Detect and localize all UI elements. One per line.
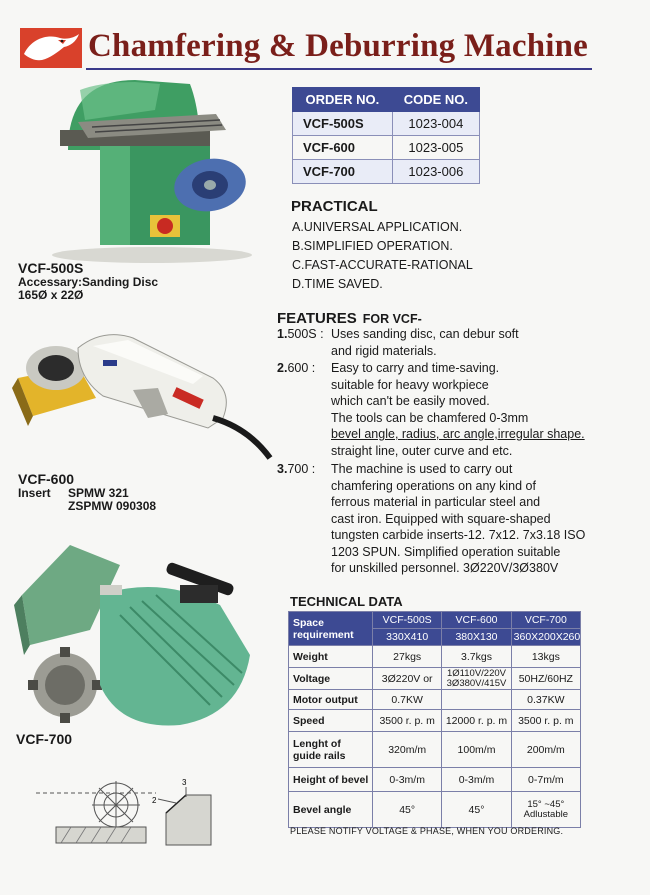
table-cell: 50HZ/60HZ	[511, 668, 580, 690]
table-row	[289, 646, 581, 668]
vcf-500s-caption	[18, 262, 158, 303]
table-row	[289, 768, 581, 792]
table-cell: 15° ~45° Adlustable	[511, 792, 580, 828]
table-cell: 3500 r. p. m	[511, 710, 580, 732]
table-cell: 12000 r. p. m	[442, 710, 511, 732]
feature-text: Uses sanding disc, can debur soft and rigid materials.	[331, 327, 519, 358]
row-label: Speed	[289, 710, 373, 732]
row-label: Motor output	[289, 690, 373, 710]
insert-code-2: ZSPMW 090308	[68, 499, 157, 513]
feature-number: 3.700 :	[277, 462, 316, 476]
table-cell: 3.7kgs	[442, 646, 511, 668]
row-label: Lenght of guide rails	[289, 732, 373, 768]
table-row	[293, 136, 480, 160]
technical-data-table	[288, 611, 581, 828]
table-cell: 0-7m/m	[511, 768, 580, 792]
page-title: Chamfering & Deburring Machine	[88, 28, 589, 64]
table-cell: 0-3m/m	[442, 768, 511, 792]
order-no-cell: VCF-500S	[293, 112, 393, 136]
table-cell: 0.7KW	[373, 690, 442, 710]
table-row	[289, 732, 581, 768]
feature-text: The machine is used to carry out chamfering operations on any kind of ferrous material in particular steel and cast iron. Equipped with square-shaped tungsten carbide inserts-12. 7x12. 7x3.18 ISO 1203 SPUN. Simplified operation suitable for unskilled personnel. 3Ø220V/3Ø380V	[331, 462, 586, 575]
order-table	[292, 87, 480, 184]
table-row	[289, 710, 581, 732]
table-cell: 1Ø110V/220V 3Ø380V/415V	[442, 668, 511, 690]
vcf-500s-accessory: Accessary:Sanding Disc	[18, 274, 159, 289]
vcf-500s-machine-image	[40, 70, 265, 265]
table-cell: 45°	[373, 792, 442, 828]
space-cell: 380X130	[442, 629, 511, 646]
order-table-header	[293, 88, 480, 112]
insert-code-1: SPMW 321	[68, 485, 129, 500]
order-no-header: ORDER NO.	[293, 88, 393, 112]
feature-text: Easy to carry and time-saving. suitable for heavy workpiece which can't be easily moved. The tools can be chamfered 0-3mm bevel angle, radius, arc angle,irregular shape. straight line, outer curve and etc.	[331, 361, 585, 458]
vcf-500s-disc-size: 165Ø x 22Ø	[18, 288, 84, 302]
list-item: B.SIMPLIFIED OPERATION.	[292, 239, 453, 253]
code-no-header: CODE NO.	[392, 88, 479, 112]
tech-model-row	[289, 612, 581, 629]
table-cell: 3Ø220V or	[373, 668, 442, 690]
vcf-600-insert-row	[18, 487, 156, 501]
row-label: Bevel angle	[289, 792, 373, 828]
order-no-cell: VCF-700	[293, 160, 393, 184]
bevel-diagram	[36, 775, 216, 850]
code-no-cell: 1023-005	[392, 136, 479, 160]
table-cell: 27kgs	[373, 646, 442, 668]
features-title: FEATURES	[277, 310, 357, 327]
vcf-500s-model: VCF-500S	[18, 260, 84, 276]
vcf-700-caption	[16, 733, 72, 747]
table-cell: 13kgs	[511, 646, 580, 668]
row-label: Height of bevel	[289, 768, 373, 792]
code-no-cell: 1023-004	[392, 112, 479, 136]
vcf-600-machine-image	[8, 318, 278, 468]
code-no-cell: 1023-006	[392, 160, 479, 184]
table-cell: 200m/m	[511, 732, 580, 768]
space-cell: 360X200X260	[511, 629, 580, 646]
practical-list	[292, 218, 473, 294]
table-row	[289, 668, 581, 690]
bevel-depth-label: 3	[182, 778, 187, 787]
vcf-600-model: VCF-600	[18, 471, 75, 487]
table-cell: 100m/m	[442, 732, 511, 768]
vcf-600-caption	[18, 473, 156, 514]
table-cell: 0.37KW	[511, 690, 580, 710]
features-subtitle: FOR VCF-	[362, 312, 422, 326]
table-cell: 3500 r. p. m	[373, 710, 442, 732]
model-header: VCF-600	[442, 612, 511, 629]
vcf-700-model: VCF-700	[16, 731, 73, 747]
table-row	[289, 792, 581, 828]
table-row	[293, 112, 480, 136]
table-row	[293, 160, 480, 184]
model-header: VCF-700	[511, 612, 580, 629]
table-cell: 0-3m/m	[373, 768, 442, 792]
table-cell: 45°	[442, 792, 511, 828]
feature-number: 1.500S :	[277, 327, 324, 341]
row-label: Weight	[289, 646, 373, 668]
insert-label: Insert	[18, 485, 51, 500]
table-cell	[442, 690, 511, 710]
bevel-angle-label: 2	[152, 796, 157, 805]
table-cell: 320m/m	[373, 732, 442, 768]
order-no-cell: VCF-600	[293, 136, 393, 160]
brand-logo	[20, 28, 82, 68]
feature-number: 2.600 :	[277, 361, 316, 375]
features-heading	[277, 310, 422, 327]
vcf-700-machine-image	[10, 535, 272, 735]
practical-heading: PRACTICAL	[291, 198, 378, 215]
list-item: D.TIME SAVED.	[292, 277, 383, 291]
space-cell: 330X410	[373, 629, 442, 646]
row-label: Voltage	[289, 668, 373, 690]
order-note: PLEASE NOTIFY VOLTAGE & PHASE, WHEN YOU ORDERING.	[290, 826, 564, 836]
table-row	[289, 690, 581, 710]
space-requirement-label: Space requirement	[289, 612, 373, 646]
list-item: C.FAST-ACCURATE-RATIONAL	[292, 258, 473, 272]
list-item: A.UNIVERSAL APPLICATION.	[292, 220, 463, 234]
model-header: VCF-500S	[373, 612, 442, 629]
technical-data-heading: TECHNICAL DATA	[290, 594, 403, 609]
